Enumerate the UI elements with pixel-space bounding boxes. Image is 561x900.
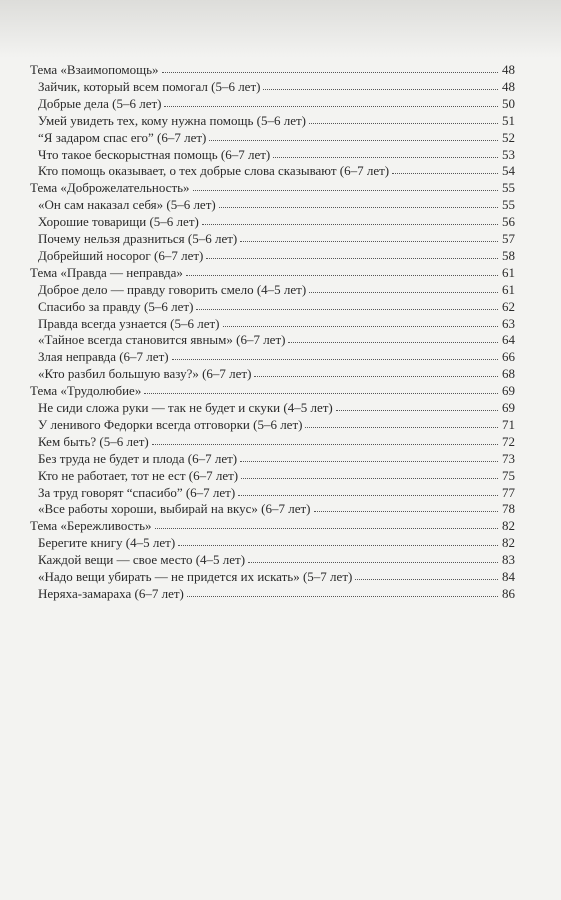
page-number: 68: [502, 366, 515, 382]
entry-title: «Все работы хороши, выбирай на вкус» (6–7 лет): [38, 501, 311, 517]
entry-title: Тема «Трудолюбие»: [30, 383, 142, 399]
entry-title: Неряха-замараха (6–7 лет): [38, 585, 184, 601]
dot-leader: [314, 499, 498, 512]
entry-title: Тема «Доброжелательность»: [30, 180, 190, 196]
page-number: 69: [502, 400, 515, 415]
entry-title: За труд говорят “спасибо” (6–7 лет): [38, 484, 236, 500]
dot-leader: [196, 297, 498, 310]
page-number: 66: [502, 349, 515, 365]
page-number: 72: [502, 433, 515, 449]
page-number: 55: [502, 180, 515, 196]
page-number: 69: [502, 383, 515, 399]
page-number: 77: [502, 484, 515, 500]
dot-leader: [305, 415, 498, 428]
page-number: 82: [502, 535, 515, 551]
dot-leader: [206, 246, 498, 259]
page-number: 48: [502, 62, 515, 77]
page-number: 50: [502, 95, 515, 111]
dot-leader: [263, 77, 498, 90]
toc-entry: [38, 585, 515, 603]
entry-title: Тема «Бережливость»: [30, 518, 152, 534]
page-number: 48: [502, 78, 515, 94]
dot-leader: [273, 145, 498, 158]
dot-leader: [248, 550, 498, 563]
page-number: 62: [502, 298, 515, 314]
dot-leader: [288, 330, 498, 343]
dot-leader: [209, 128, 498, 141]
page-number: 71: [502, 416, 515, 432]
entry-title: Кто не работает, тот не ест (6–7 лет): [38, 467, 239, 483]
page-number: 56: [502, 214, 515, 230]
page-number: 53: [502, 146, 515, 162]
page-number: 52: [502, 129, 515, 145]
dot-leader: [193, 178, 498, 191]
entry-title: Кто помощь оказывает, о тех добрые слова сказывают (6–7 лет): [38, 163, 390, 179]
entry-title: Тема «Правда — неправда»: [30, 264, 183, 280]
dot-leader: [238, 483, 498, 496]
entry-title: Что такое бескорыстная помощь (6–7 лет): [38, 146, 271, 162]
dot-leader: [355, 567, 498, 580]
page-number: 86: [502, 585, 515, 601]
page-number: 57: [502, 231, 515, 246]
page-number: 58: [502, 247, 515, 263]
dot-leader: [392, 161, 498, 174]
entry-title: Добрейший носорог (6–7 лет): [38, 247, 204, 263]
dot-leader: [152, 432, 498, 445]
dot-leader: [240, 449, 498, 462]
page-number: 75: [502, 467, 515, 483]
page-number: 54: [502, 163, 515, 179]
entry-title: “Я задаром спас его” (6–7 лет): [38, 129, 207, 145]
page-top-shadow: [0, 0, 561, 58]
dot-leader: [241, 466, 498, 479]
entry-title: Злая неправда (6–7 лет): [38, 349, 169, 365]
page-number: 64: [502, 332, 515, 348]
entry-title: Спасибо за правду (5–6 лет): [38, 298, 194, 314]
dot-leader: [202, 212, 498, 225]
page-number: 61: [502, 281, 515, 297]
dot-leader: [144, 381, 498, 394]
dot-leader: [309, 280, 498, 293]
entry-title: «Он сам наказал себя» (5–6 лет): [38, 197, 216, 213]
entry-title: Правда всегда узнается (5–6 лет): [38, 315, 220, 331]
entry-title: Хорошие товарищи (5–6 лет): [38, 214, 199, 230]
entry-title: Умей увидеть тех, кому нужна помощь (5–6 лет): [38, 112, 306, 128]
entry-title: «Кто разбил большую вазу?» (6–7 лет): [38, 366, 252, 382]
dot-leader: [186, 263, 498, 276]
entry-title: Каждой вещи — свое место (4–5 лет): [38, 552, 246, 568]
page-number: 84: [502, 569, 515, 584]
page-number: 55: [502, 197, 515, 213]
dot-leader: [162, 60, 498, 73]
entry-title: У ленивого Федорки всегда отговорки (5–6 лет): [38, 416, 303, 432]
page-number: 78: [502, 501, 515, 517]
entry-title: Зайчик, который всем помогал (5–6 лет): [38, 78, 261, 94]
dot-leader: [223, 314, 498, 327]
page-number: 61: [502, 264, 515, 280]
dot-leader: [219, 195, 498, 208]
dot-leader: [178, 533, 498, 546]
dot-leader: [309, 111, 498, 124]
entry-title: Берегите книгу (4–5 лет): [38, 535, 176, 551]
entry-title: «Надо вещи убирать — не придется их искать» (5–7 лет): [38, 569, 353, 584]
dot-leader: [172, 347, 498, 360]
page-number: 82: [502, 518, 515, 534]
entry-title: Тема «Взаимопомощь»: [30, 62, 159, 77]
entry-title: Кем быть? (5–6 лет): [38, 433, 149, 449]
dot-leader: [336, 398, 498, 411]
page-number: 51: [502, 112, 515, 128]
dot-leader: [240, 229, 498, 242]
entry-title: Добрые дела (5–6 лет): [38, 95, 162, 111]
dot-leader: [164, 94, 498, 107]
page-number: 83: [502, 552, 515, 568]
entry-title: Без труда не будет и плода (6–7 лет): [38, 450, 238, 466]
entry-title: «Тайное всегда становится явным» (6–7 лет): [38, 332, 286, 348]
dot-leader: [155, 516, 498, 529]
dot-leader: [254, 364, 498, 377]
entry-title: Почему нельзя дразниться (5–6 лет): [38, 231, 238, 246]
dot-leader: [187, 584, 498, 597]
entry-title: Доброе дело — правду говорить смело (4–5 лет): [38, 281, 307, 297]
page-number: 73: [502, 450, 515, 466]
page-number: 63: [502, 315, 515, 331]
entry-title: Не сиди сложа руки — так не будет и скуки (4–5 лет): [38, 400, 333, 415]
